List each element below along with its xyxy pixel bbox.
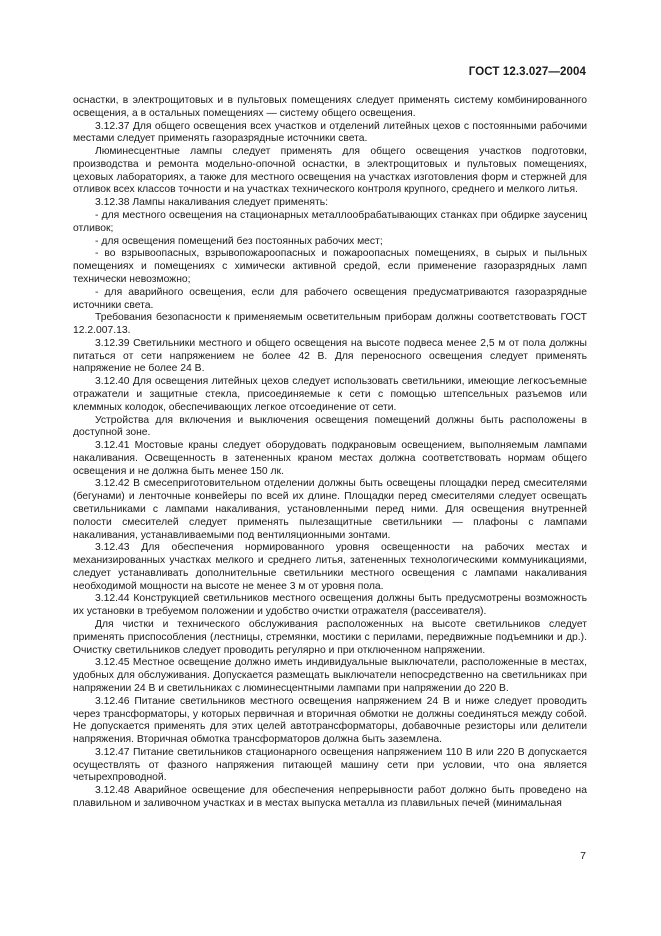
paragraph: Устройства для включения и выключения освещения помещений должны быть расположены в доступной зоне.: [73, 414, 587, 439]
paragraph-3-12-37: 3.12.37 Для общего освещения всех участков и отделений литейных цехов с постоянными рабочими местами следует применять газоразрядные источники света.: [73, 120, 587, 145]
page-number: 7: [580, 850, 586, 862]
paragraph-3-12-43: 3.12.43 Для обеспечения нормированного уровня освещенности на рабочих местах и механизированных участках мелкого и среднего литья, затененных технологическими коммуникациями, следует устанавливать дополнительные светильники местного освещения с лампами накаливания необходимой мощности на высоте не менее 3 м от уровня пола.: [73, 542, 587, 592]
document-body: [73, 95, 587, 811]
list-item: - для местного освещения на стационарных металлообрабатывающих станках при обдирке заусениц отливок;: [73, 210, 587, 234]
paragraph-3-12-46: 3.12.46 Питание светильников местного освещения напряжением 24 В и ниже следует проводить через трансформаторы, у которых первичная и вторичная обмотки не должны соединяться между собой. Не допускается применять для этих целей автотрансформаторы, добавочные резисторы или делители напряжения. Вторичная обмотка трансформаторов должна быть заземлена.: [73, 695, 587, 746]
paragraph: Требования безопасности к применяемым осветительным приборам должны соответствовать ГОСТ 12.2.007.13.: [73, 312, 587, 337]
list-item: - для освещения помещений без постоянных рабочих мест;: [95, 235, 383, 247]
paragraph: Люминесцентные лампы следует применять для общего освещения участков подготовки, производства и ремонта модельно-опочной оснастки, в электрощитовых и пультовых помещениях, цеховых лабораториях, а также для местного освещения на участках изготовления форм и стержней для отливок всех классов точности и на участках технического контроля крупного, среднего и мелкого литья.: [73, 146, 587, 196]
list-item: - для аварийного освещения, если для рабочего освещения предусматриваются газоразрядные источники света.: [73, 286, 587, 311]
paragraph: Для чистки и технического обслуживания расположенных на высоте светильников следует применять приспособления (лестницы, стремянки, мостики с перилами, передвижные подъемники и др.). Очистку светильников следует проводить регулярно и при отключенном напряжении.: [73, 619, 587, 656]
paragraph-3-12-38: 3.12.38 Лампы накаливания следует применять:: [95, 197, 328, 209]
paragraph-3-12-47: 3.12.47 Питание светильников стационарного освещения напряжением 110 В или 220 В допускается осуществлять от фазного напряжения питающей машину сети при условии, что она является четырехпроводной.: [73, 746, 587, 784]
paragraph-3-12-39: 3.12.39 Светильники местного и общего освещения на высоте подвеса менее 2,5 м от пола должны питаться от сети напряжением не более 42 В. Для переносного освещения следует применять напряжение не более 24 В.: [73, 337, 587, 375]
list-item: - во взрывоопасных, взрывопожароопасных и пожароопасных помещениях, в сырых и пыльных помещениях и помещениях с химически активной средой, если применение газоразрядных ламп технически невозможно;: [73, 248, 587, 285]
paragraph-3-12-48: 3.12.48 Аварийное освещение для обеспечения непрерывности работ должно быть проведено на плавильном и заливочном участках и в местах выпуска металла из плавильных печей (минимальная: [73, 785, 587, 809]
document-code: ГОСТ 12.3.027—2004: [468, 66, 586, 78]
paragraph-3-12-40: 3.12.40 Для освещения литейных цехов следует использовать светильники, имеющие легкосъемные отражатели и защитные стекла, присоединяемые к сети с помощью штепсельных разъемов или клеммных колодок, обеспечивающих легкое отсоединение от сети.: [73, 376, 587, 413]
paragraph-3-12-44: 3.12.44 Конструкцией светильников местного освещения должны быть предусмотрены возможность их установки в требуемом положении и удобство очистки отражателя (рассеивателя).: [73, 593, 587, 618]
paragraph-3-12-45: 3.12.45 Местное освещение должно иметь индивидуальные выключатели, расположенные в местах, удобных для обслуживания. Допускается размещать выключатели непосредственно на светильниках при напряжении 24 В и светильниках с люминесцентными лампами при напряжении до 220 В.: [73, 657, 587, 694]
paragraph-3-12-42: 3.12.42 В смесеприготовительном отделении должны быть освещены площадки перед смесителями (бегунами) и ленточные конвейеры по всей их длине. Площадки перед смесителями следует освещать светильниками с лампами накаливания, установленными перед ними. Для освещения внутренней полости смесителей следует применять пылезащитные светильники — плафоны с лампами накаливания, устанавливаемыми под вентиляционными зонтами.: [73, 478, 587, 541]
paragraph: оснастки, в электрощитовых и в пультовых помещениях следует применять систему комбинированного освещения, а в остальных помещениях — систему общего освещения.: [73, 95, 587, 119]
paragraph-3-12-41: 3.12.41 Мостовые краны следует оборудовать подкрановым освещением, выполняемым лампами накаливания. Освещенность в затененных краном местах должна соответствовать нормам общего освещения и не должна быть менее 150 лк.: [73, 440, 587, 477]
